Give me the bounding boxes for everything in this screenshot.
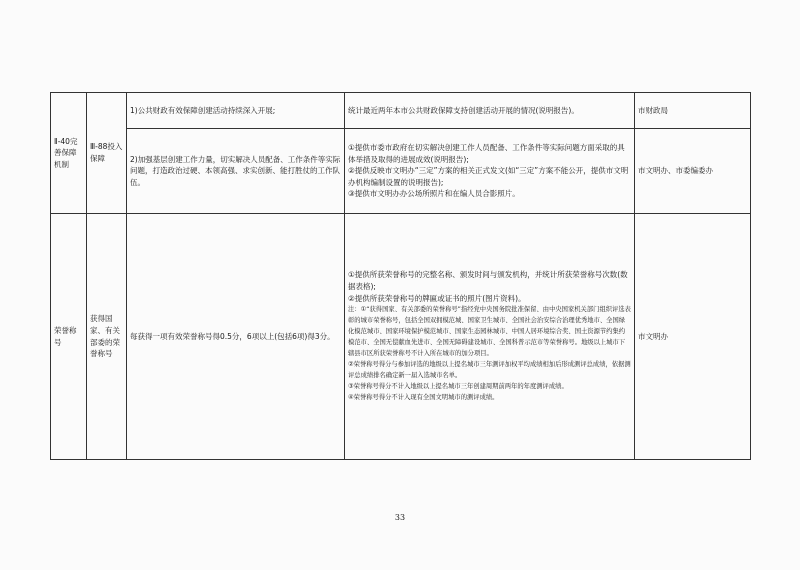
requirement-cell: 统计最近两年本市公共财政保障支持创建活动开展的情况(说明报告)。 (345, 93, 635, 129)
table-row (51, 93, 751, 129)
requirement-item: ①提供市委市政府在切实解决创建工作人员配备、工作条件等实际问题方面采取的具体举措及取得的进展成效(说明报告); (348, 142, 625, 164)
content-cell: 2)加强基层创建工作力量，切实解决人员配备、工作条件等实际问题，打造政治过硬、本领高强、求实创新、能打胜仗的工作队伍。 (127, 129, 345, 214)
requirement-item: ③提供市文明办办公场所照片和在编人员合影照片。 (348, 189, 520, 199)
page-number: 33 (394, 513, 406, 522)
item-cell: 获得国家、有关部委的荣誉称号 (87, 214, 127, 460)
note-item: ②荣誉称号得分与参加评选的地级以上提名城市三年测评加权平均成绩相加后形成测评总成绩，依据测评总成绩排名确定新一届入选城市名单。 (348, 361, 631, 380)
department-cell: 市文明办 (635, 214, 751, 460)
department-cell: 市财政局 (635, 93, 751, 129)
evaluation-table (50, 92, 751, 460)
requirement-item: ①提供所获荣誉称号的完整名称、颁发时间与颁发机构，并统计所获荣誉称号次数(数据表格); (348, 270, 628, 292)
note-item: ④荣誉称号得分不计入现有全国文明城市的测评成绩。 (348, 394, 499, 402)
item-cell: Ⅲ-88投入保障 (87, 93, 127, 214)
table-row (51, 214, 751, 460)
note-item: ③荣誉称号得分不计入地级以上提名城市三年创建周期前两年的年度测评成绩。 (348, 383, 568, 391)
requirement-item: ②提供所获荣誉称号的牌匾或证书的照片(图片资料)。 (348, 293, 526, 303)
content-cell: 1)公共财政有效保障创建活动持续深入开展; (127, 93, 345, 129)
requirement-cell (345, 129, 635, 214)
department-cell: 市文明办、市委编委办 (635, 129, 751, 214)
requirement-cell (345, 214, 635, 460)
requirement-item: ②提供反映市文明办“三定”方案的相关正式发文(如“三定”方案不能公开，提供市文明办机构编制设置的说明报告); (348, 166, 629, 187)
category-cell: 荣誉称号 (51, 214, 87, 460)
content-cell: 每获得一项有效荣誉称号得0.5分，6项以上(包括6项)得3分。 (127, 214, 345, 460)
note-item: 注：①“获得国家、有关部委的荣誉称号”指经党中央国务院批准保留、由中央国家机关部门组织评选表彰的城市荣誉称号，包括全国双拥模范城、国家卫生城市、全国社会治安综合治理优秀地市、全国绿化模范城市、国家环境保护模范城市、国家生态园林城市、中国人居环境综合奖、国土资源节约集约模范市、全国无偿献血先进市、全国无障碍建设城市、全国科普示范市等荣誉称号。地级以上城市下辖县市区所获荣誉称号不计入所在城市的加分项目。 (348, 306, 631, 358)
table-row (51, 129, 751, 214)
category-cell: Ⅱ-40完善保障机制 (51, 93, 87, 214)
